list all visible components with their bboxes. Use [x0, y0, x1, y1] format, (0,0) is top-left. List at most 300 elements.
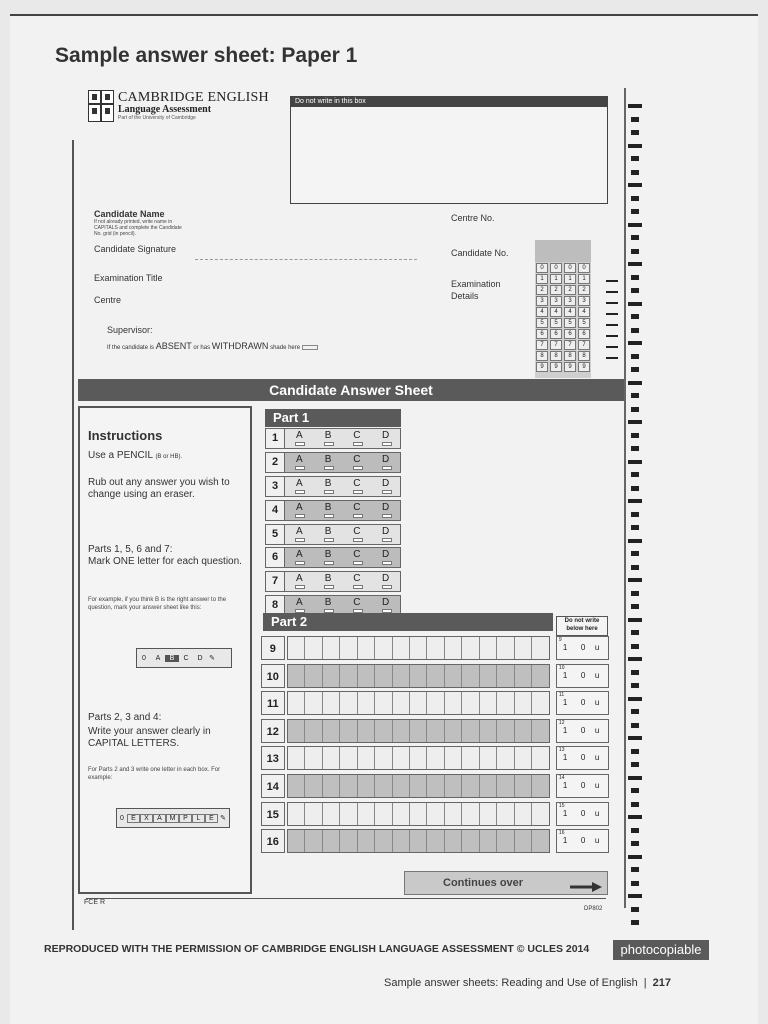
- digit-bubble[interactable]: 7: [564, 340, 576, 350]
- letter-boxes[interactable]: [287, 829, 550, 853]
- centre-no-label: Centre No.: [451, 213, 495, 223]
- letter-box[interactable]: [358, 830, 375, 852]
- letter-box[interactable]: [462, 775, 479, 797]
- timing-mark: [631, 723, 639, 728]
- digit-bubble[interactable]: 2: [564, 285, 576, 295]
- examiner-mark-box: [556, 829, 609, 853]
- letter-box[interactable]: [515, 720, 532, 742]
- letter-box[interactable]: [340, 692, 357, 714]
- letter-box[interactable]: [480, 720, 497, 742]
- letter-box[interactable]: [410, 637, 427, 659]
- exam-details-label: Examination Details: [451, 279, 501, 301]
- answer-option-a[interactable]: A: [285, 453, 314, 472]
- answer-option-d[interactable]: D: [371, 477, 400, 496]
- part2-question-row: [261, 719, 609, 743]
- digit-bubble[interactable]: 5: [578, 318, 590, 328]
- letter-box[interactable]: [375, 637, 392, 659]
- answer-option-b[interactable]: B: [314, 572, 343, 591]
- letter-box[interactable]: [462, 747, 479, 769]
- timing-mark: [631, 235, 639, 240]
- letter-box[interactable]: [323, 830, 340, 852]
- digit-bubble[interactable]: 5: [536, 318, 548, 328]
- instructions-title: Instructions: [88, 428, 163, 443]
- letter-box[interactable]: [358, 803, 375, 825]
- letter-box[interactable]: [288, 720, 305, 742]
- answer-option-d[interactable]: D: [371, 596, 400, 615]
- letter-box[interactable]: [480, 665, 497, 687]
- letter-box[interactable]: [288, 637, 305, 659]
- mark-question-number: 16: [558, 830, 565, 837]
- letter-box[interactable]: [497, 803, 514, 825]
- answer-option-c[interactable]: C: [343, 453, 372, 472]
- part1-question-row: [265, 547, 401, 568]
- digit-bubble[interactable]: 5: [550, 318, 562, 328]
- digit-bubble[interactable]: 0: [578, 263, 590, 273]
- timing-mark: [631, 512, 639, 517]
- timing-mark: [631, 709, 639, 714]
- letter-box[interactable]: [480, 637, 497, 659]
- examiner-mark-box: [556, 636, 609, 660]
- answer-option-a[interactable]: A: [285, 596, 314, 615]
- timing-mark: [631, 130, 639, 135]
- digit-bubble[interactable]: 6: [564, 329, 576, 339]
- letter-box[interactable]: [375, 720, 392, 742]
- timing-mark: [631, 249, 639, 254]
- letter-box[interactable]: [427, 830, 444, 852]
- form-code-right: DP802: [584, 906, 603, 912]
- letter-box[interactable]: [445, 637, 462, 659]
- letter-box[interactable]: [358, 775, 375, 797]
- do-not-write-box: [290, 96, 608, 204]
- answer-option-c[interactable]: C: [343, 477, 372, 496]
- letter-box[interactable]: [288, 747, 305, 769]
- examiner-mark-box: [556, 664, 609, 688]
- letter-box[interactable]: [288, 692, 305, 714]
- letter-box[interactable]: [340, 665, 357, 687]
- mark-value: 0: [580, 670, 586, 680]
- digit-bubble[interactable]: 0: [564, 263, 576, 273]
- part2-question-row: [261, 774, 609, 798]
- digit-bubble[interactable]: 1: [578, 274, 590, 284]
- letter-box[interactable]: [393, 775, 410, 797]
- timing-mark: [628, 144, 642, 148]
- timing-mark: [631, 486, 639, 491]
- letter-box[interactable]: [532, 665, 548, 687]
- letter-box[interactable]: [427, 775, 444, 797]
- answer-option-c[interactable]: C: [343, 429, 372, 448]
- digit-bubble[interactable]: 4: [578, 307, 590, 317]
- timing-mark: [628, 499, 642, 503]
- digit-bubble[interactable]: 2: [536, 285, 548, 295]
- answer-option-c[interactable]: C: [343, 525, 372, 544]
- digit-bubble[interactable]: 1: [550, 274, 562, 284]
- timing-mark: [631, 591, 639, 596]
- timing-mark: [631, 407, 639, 412]
- letter-box[interactable]: [462, 803, 479, 825]
- letter-box[interactable]: [445, 747, 462, 769]
- timing-mark: [628, 894, 642, 898]
- letter-box[interactable]: [480, 775, 497, 797]
- candidate-number-row: [535, 350, 591, 361]
- digit-bubble[interactable]: 4: [550, 307, 562, 317]
- logo-tagline: Part of the University of Cambridge: [118, 115, 196, 121]
- mark-value: 1: [562, 753, 568, 763]
- digit-bubble[interactable]: 9: [564, 362, 576, 372]
- page-footer: [384, 977, 671, 989]
- letter-boxes[interactable]: [287, 719, 550, 743]
- timing-mark: [628, 420, 642, 424]
- letter-box[interactable]: [305, 720, 322, 742]
- answer-option-b[interactable]: B: [314, 453, 343, 472]
- sheet-bottom-rule: [86, 898, 606, 899]
- digit-bubble[interactable]: 6: [578, 329, 590, 339]
- letter-box[interactable]: [340, 720, 357, 742]
- letter-box[interactable]: [515, 803, 532, 825]
- letter-box[interactable]: [462, 637, 479, 659]
- digit-bubble[interactable]: 8: [578, 351, 590, 361]
- candidate-number-row: [535, 262, 591, 273]
- mark-value: 0: [580, 698, 586, 708]
- letter-box[interactable]: [323, 692, 340, 714]
- letter-box[interactable]: [323, 720, 340, 742]
- form-code-left: FCE R: [84, 899, 105, 906]
- mark-value: u: [594, 643, 600, 652]
- answer-option-c[interactable]: C: [343, 501, 372, 520]
- letter-box[interactable]: [375, 830, 392, 852]
- letter-box[interactable]: [393, 803, 410, 825]
- letter-box[interactable]: [393, 665, 410, 687]
- letter-box[interactable]: [515, 747, 532, 769]
- letter-box[interactable]: [323, 665, 340, 687]
- timing-mark: [628, 815, 642, 819]
- letter-box[interactable]: [410, 692, 427, 714]
- letter-box[interactable]: [305, 747, 322, 769]
- answer-option-c[interactable]: C: [343, 548, 372, 567]
- letter-box[interactable]: [358, 747, 375, 769]
- timing-mark: [631, 867, 639, 872]
- mark-value: u: [594, 808, 600, 818]
- timing-mark: [631, 525, 639, 530]
- mark-value: 0: [580, 836, 586, 846]
- letter-box[interactable]: [305, 665, 322, 687]
- letter-box[interactable]: [462, 692, 479, 714]
- letter-box[interactable]: [288, 803, 305, 825]
- timing-mark: [631, 117, 639, 122]
- use-pencil-text: Use a PENCIL (B or HB).: [88, 450, 183, 461]
- absent-shade-box[interactable]: [302, 345, 318, 350]
- part2-question-row: [261, 691, 609, 715]
- digit-bubble[interactable]: 1: [564, 274, 576, 284]
- letter-box[interactable]: [393, 747, 410, 769]
- digit-bubble[interactable]: 2: [550, 285, 562, 295]
- letter-box[interactable]: [305, 692, 322, 714]
- question-number: 13: [261, 746, 285, 770]
- letter-box[interactable]: [445, 665, 462, 687]
- letter-box[interactable]: [532, 747, 548, 769]
- answer-option-a[interactable]: A: [285, 429, 314, 448]
- footer-separator: |: [643, 977, 647, 989]
- letter-box[interactable]: [445, 775, 462, 797]
- part1-title: Part 1: [265, 409, 401, 427]
- letter-box[interactable]: [497, 747, 514, 769]
- letter-box[interactable]: [358, 692, 375, 714]
- answer-option-c[interactable]: C: [343, 572, 372, 591]
- mark-value: u: [594, 725, 600, 735]
- page-number: 217: [652, 977, 671, 989]
- letter-box[interactable]: [340, 803, 357, 825]
- timing-mark: [631, 156, 639, 161]
- letter-box[interactable]: [375, 692, 392, 714]
- letter-box[interactable]: [288, 830, 305, 852]
- letter-box[interactable]: [480, 692, 497, 714]
- letter-box[interactable]: [532, 692, 548, 714]
- answer-option-b[interactable]: B: [314, 477, 343, 496]
- letter-box[interactable]: [515, 830, 532, 852]
- timing-mark: [631, 433, 639, 438]
- letter-box[interactable]: [480, 747, 497, 769]
- letter-box[interactable]: [375, 747, 392, 769]
- examiner-mark-box: [556, 746, 609, 770]
- digit-bubble[interactable]: 5: [564, 318, 576, 328]
- letter-box[interactable]: [497, 830, 514, 852]
- timing-mark: [631, 446, 639, 451]
- answer-option-d[interactable]: D: [371, 453, 400, 472]
- letter-box[interactable]: [340, 830, 357, 852]
- digit-bubble[interactable]: 9: [578, 362, 590, 372]
- letter-box[interactable]: [445, 692, 462, 714]
- digit-bubble[interactable]: 6: [536, 329, 548, 339]
- do-not-write-label: Do not write in this box: [291, 97, 607, 107]
- letter-box[interactable]: [288, 775, 305, 797]
- parts-234-example-text: For Parts 2 and 3 write one letter in each box. For example:: [88, 767, 221, 781]
- letter-box[interactable]: [532, 830, 548, 852]
- timing-mark: [631, 565, 639, 570]
- digit-bubble[interactable]: 8: [536, 351, 548, 361]
- letter-box[interactable]: [410, 665, 427, 687]
- letter-box[interactable]: [340, 747, 357, 769]
- letter-box[interactable]: [480, 803, 497, 825]
- letter-box[interactable]: [410, 720, 427, 742]
- parts-1567-text: Mark ONE letter for each question.: [88, 556, 242, 567]
- letter-box[interactable]: [410, 775, 427, 797]
- letter-box[interactable]: [532, 637, 548, 659]
- letter-box[interactable]: [393, 692, 410, 714]
- digit-bubble[interactable]: 7: [578, 340, 590, 350]
- do-not-write-below-label: Do not write below here: [556, 616, 608, 636]
- letter-box[interactable]: [427, 692, 444, 714]
- letter-box[interactable]: [497, 775, 514, 797]
- top-edge-rule: [10, 14, 758, 16]
- letter-box[interactable]: [305, 775, 322, 797]
- letter-box[interactable]: [305, 803, 322, 825]
- answer-option-a[interactable]: A: [285, 477, 314, 496]
- letter-box[interactable]: [445, 830, 462, 852]
- letter-box[interactable]: [358, 720, 375, 742]
- continues-over-button[interactable]: [404, 871, 608, 895]
- letter-box[interactable]: [427, 665, 444, 687]
- letter-box[interactable]: [532, 720, 548, 742]
- letter-boxes[interactable]: [287, 636, 550, 660]
- timing-mark: [631, 209, 639, 214]
- letter-box[interactable]: [532, 803, 548, 825]
- letter-box[interactable]: [323, 775, 340, 797]
- letter-box[interactable]: [305, 830, 322, 852]
- answer-option-a[interactable]: A: [285, 501, 314, 520]
- digit-bubble[interactable]: 4: [536, 307, 548, 317]
- pencil-icon: ✎: [209, 655, 215, 662]
- letter-box[interactable]: [515, 665, 532, 687]
- centre-label: Centre: [94, 295, 122, 305]
- timing-mark: [631, 762, 639, 767]
- answer-sheet-title: Candidate Answer Sheet: [78, 379, 624, 401]
- examiner-mark-box: [556, 691, 609, 715]
- letter-box[interactable]: [305, 637, 322, 659]
- letter-box[interactable]: [532, 775, 548, 797]
- answer-option-d[interactable]: D: [371, 525, 400, 544]
- letter-box[interactable]: [410, 747, 427, 769]
- letter-box[interactable]: [515, 637, 532, 659]
- answer-option-b[interactable]: B: [314, 596, 343, 615]
- mark-value: 1: [562, 643, 568, 652]
- letter-boxes[interactable]: [287, 691, 550, 715]
- page-heading: Sample answer sheet: Paper 1: [55, 44, 358, 67]
- answer-option-b[interactable]: B: [314, 548, 343, 567]
- parts-234-heading: Parts 2, 3 and 4:: [88, 712, 162, 723]
- question-number: 9: [261, 636, 285, 660]
- letter-box[interactable]: [497, 665, 514, 687]
- mark-question-number: 14: [558, 774, 565, 781]
- digit-bubble[interactable]: 0: [536, 263, 548, 273]
- candidate-signature-label: Candidate Signature: [94, 244, 177, 254]
- digit-bubble[interactable]: 8: [550, 351, 562, 361]
- letter-box[interactable]: [323, 803, 340, 825]
- letter-box[interactable]: [497, 692, 514, 714]
- digit-bubble[interactable]: 7: [536, 340, 548, 350]
- answer-option-b[interactable]: B: [314, 501, 343, 520]
- letter-box[interactable]: [515, 692, 532, 714]
- digit-bubble[interactable]: 3: [564, 296, 576, 306]
- letter-box[interactable]: [375, 803, 392, 825]
- candidate-number-row: [535, 284, 591, 295]
- digit-bubble[interactable]: 1: [536, 274, 548, 284]
- letter-boxes[interactable]: [287, 746, 550, 770]
- question-number: 4: [266, 501, 285, 520]
- question-number: 15: [261, 802, 285, 826]
- letter-box[interactable]: [497, 637, 514, 659]
- timing-mark: [628, 104, 642, 108]
- letter-box[interactable]: [462, 720, 479, 742]
- digit-bubble[interactable]: 0: [550, 263, 562, 273]
- letter-box[interactable]: [323, 747, 340, 769]
- digit-bubble[interactable]: 9: [550, 362, 562, 372]
- arrow-right-icon: [570, 878, 602, 900]
- timing-mark: [628, 381, 642, 385]
- signature-line: [195, 259, 417, 260]
- letter-box[interactable]: [393, 720, 410, 742]
- letter-boxes[interactable]: [287, 664, 550, 688]
- timing-mark: [631, 644, 639, 649]
- timing-mark: [631, 354, 639, 359]
- letter-box[interactable]: [427, 747, 444, 769]
- question-number: 3: [266, 477, 285, 496]
- digit-bubble[interactable]: 6: [550, 329, 562, 339]
- letter-box[interactable]: [323, 637, 340, 659]
- continues-over-label: Continues over: [443, 877, 524, 889]
- timing-mark: [628, 578, 642, 582]
- letter-boxes[interactable]: [287, 774, 550, 798]
- timing-mark: [631, 170, 639, 175]
- timing-mark: [631, 683, 639, 688]
- letter-box[interactable]: [515, 775, 532, 797]
- letter-box[interactable]: [340, 637, 357, 659]
- letter-box[interactable]: [462, 830, 479, 852]
- answer-option-a[interactable]: A: [285, 548, 314, 567]
- answer-option-d[interactable]: D: [371, 429, 400, 448]
- letter-box[interactable]: [393, 830, 410, 852]
- candidate-number-grid[interactable]: [535, 240, 591, 378]
- reproduced-notice: REPRODUCED WITH THE PERMISSION OF CAMBRIDGE ENGLISH LANGUAGE ASSESSMENT © UCLES 2014: [44, 943, 590, 955]
- timing-mark: [631, 841, 639, 846]
- part2-question-row: [261, 664, 609, 688]
- digit-bubble[interactable]: 3: [550, 296, 562, 306]
- answer-option-a[interactable]: A: [285, 525, 314, 544]
- mark-value: 0: [580, 643, 586, 652]
- digit-bubble[interactable]: 3: [578, 296, 590, 306]
- letter-box[interactable]: [410, 830, 427, 852]
- letter-box[interactable]: [445, 803, 462, 825]
- digit-bubble[interactable]: 8: [564, 351, 576, 361]
- pencil-icon: ✎: [220, 815, 226, 822]
- timing-mark: [628, 776, 642, 780]
- letter-box[interactable]: [427, 803, 444, 825]
- digit-bubble[interactable]: 7: [550, 340, 562, 350]
- letter-box[interactable]: [497, 720, 514, 742]
- part1-question-row: [265, 571, 401, 592]
- letter-box[interactable]: [358, 665, 375, 687]
- answer-option-d[interactable]: D: [371, 572, 400, 591]
- letter-boxes[interactable]: [287, 802, 550, 826]
- mark-value: 1: [562, 808, 568, 818]
- digit-bubble[interactable]: 2: [578, 285, 590, 295]
- digit-bubble[interactable]: 4: [564, 307, 576, 317]
- timing-mark: [628, 736, 642, 740]
- footer-text: Sample answer sheets: Reading and Use of English: [384, 977, 638, 989]
- answer-option-b[interactable]: B: [314, 525, 343, 544]
- letter-box[interactable]: [340, 775, 357, 797]
- digit-bubble[interactable]: 3: [536, 296, 548, 306]
- answer-option-d[interactable]: D: [371, 501, 400, 520]
- letter-box[interactable]: [462, 665, 479, 687]
- timing-mark: [628, 697, 642, 701]
- letter-box[interactable]: [427, 637, 444, 659]
- letter-box[interactable]: [375, 665, 392, 687]
- digit-bubble[interactable]: 9: [536, 362, 548, 372]
- letter-box[interactable]: [288, 665, 305, 687]
- letter-box[interactable]: [375, 775, 392, 797]
- answer-option-d[interactable]: D: [371, 548, 400, 567]
- letter-box[interactable]: [410, 803, 427, 825]
- letter-box[interactable]: [445, 720, 462, 742]
- timing-mark: [628, 855, 642, 859]
- letter-box[interactable]: [427, 720, 444, 742]
- answer-option-a[interactable]: A: [285, 572, 314, 591]
- letter-box[interactable]: [480, 830, 497, 852]
- mark-value: 0: [580, 725, 586, 735]
- letter-box[interactable]: [393, 637, 410, 659]
- letter-box[interactable]: [358, 637, 375, 659]
- answer-option-b[interactable]: B: [314, 429, 343, 448]
- answer-option-c[interactable]: C: [343, 596, 372, 615]
